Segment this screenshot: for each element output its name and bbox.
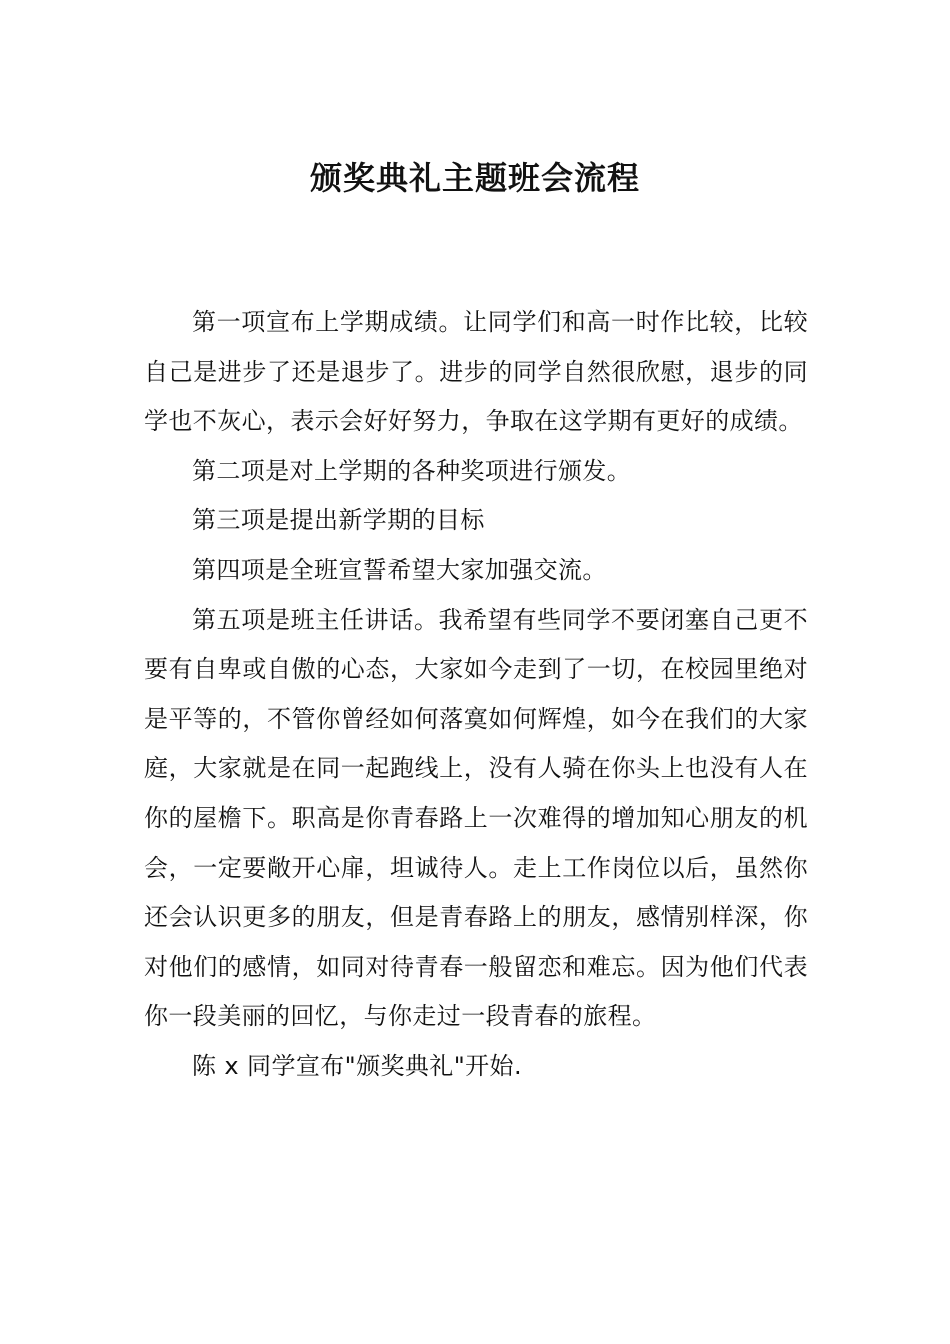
- paragraph-item-3-goals: 第三项是提出新学期的目标: [192, 506, 485, 535]
- paragraph-item-2-awards: 第二项是对上学期的各种奖项进行颁发。: [192, 456, 632, 485]
- paragraph-item-1-results: 第一项宣布上学期成绩。让同学们和高一时作比较，比较自己是进步了还是退步了。进步的同学自然很欣慰，退步的同学也不灰心，表示会好好努力，争取在这学期有更好的成绩。: [144, 308, 808, 436]
- paragraph-ceremony-start: 陈 x 同学宣布"颁奖典礼"开始.: [192, 1051, 522, 1080]
- document-body: [144, 298, 808, 1092]
- paragraph-item-4-oath: 第四项是全班宣誓希望大家加强交流。: [192, 555, 607, 584]
- paragraph-item-5-teacher-speech: 第五项是班主任讲话。我希望有些同学不要闭塞自己更不要有自卑或自傲的心态，大家如今走到了一切，在校园里绝对是平等的，不管你曾经如何落寞如何辉煌，如今在我们的大家庭，大家就是在同一起跑线上，没有人骑在你头上也没有人在你的屋檐下。职高是你青春路上一次难得的增加知心朋友的机会，一定要敞开心扉，坦诚待人。走上工作岗位以后，虽然你还会认识更多的朋友，但是青春路上的朋友，感情别样深，你对他们的感情，如同对待青春一般留恋和难忘。因为他们代表你一段美丽的回忆，与你走过一段青春的旅程。: [144, 605, 808, 1031]
- document-title: 颁奖典礼主题班会流程: [309, 159, 640, 197]
